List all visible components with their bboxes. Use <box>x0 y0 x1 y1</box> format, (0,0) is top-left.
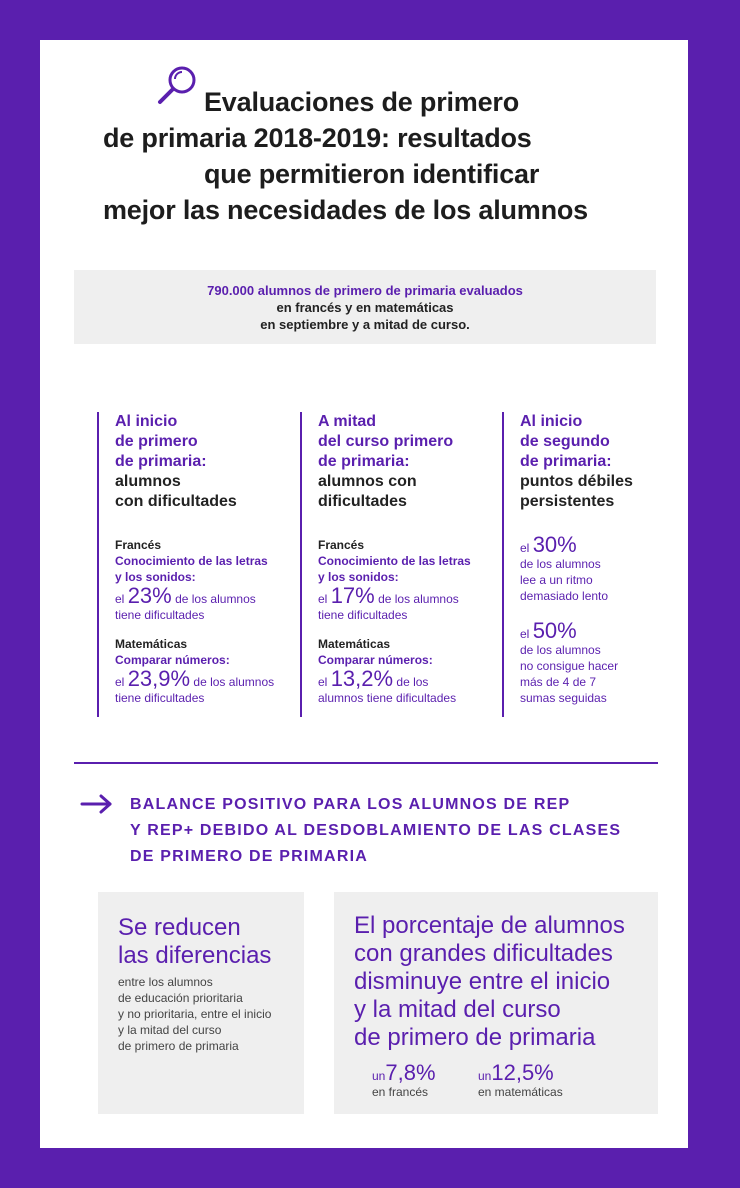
math-decrease-stat <box>478 1062 563 1100</box>
difficulty-decrease-box <box>334 892 658 1114</box>
math-subject: Comparar números: <box>318 653 433 667</box>
french-label: Francés <box>115 538 162 552</box>
stat-prefix: el <box>318 675 328 689</box>
stat-label: en francés <box>372 1085 429 1099</box>
stat-line: lee a un ritmo <box>520 573 593 587</box>
text-line: y no prioritaria, entre el inicio <box>118 1007 272 1021</box>
title-line-3: que permitieron identificar <box>204 159 540 189</box>
intro-line-1: 790.000 alumnos de primero de primaria evaluados <box>207 283 523 298</box>
stat-value: 23,9% <box>127 666 191 691</box>
stat-value: 17% <box>330 583 375 608</box>
math-stat <box>115 668 295 706</box>
heading-line: persistentes <box>520 493 615 510</box>
stat-line: más de 4 de 7 <box>520 675 597 689</box>
heading-line: Se reducen <box>118 914 241 941</box>
stat-suffix: de los alumnos <box>374 592 459 606</box>
intro-line-3: en septiembre y a mitad de curso. <box>260 317 470 332</box>
stat-value: 13,2% <box>330 666 394 691</box>
heading-line: alumnos con <box>318 473 417 490</box>
sums-stat <box>520 620 670 706</box>
heading-line: de primaria: <box>318 453 410 470</box>
stat-prefix: un <box>478 1069 492 1083</box>
reading-stat <box>520 534 670 604</box>
heading-line: de primaria: <box>520 453 612 470</box>
balance-title-line-2: Y REP+ DEBIDO AL DESDOBLAMIENTO DE LAS CLASES <box>130 822 622 839</box>
math-label: Matemáticas <box>115 637 188 651</box>
stat-value: 23% <box>127 583 172 608</box>
heading-line: del curso primero <box>318 433 454 450</box>
magnifier-icon <box>154 62 202 110</box>
stat-suffix: tiene dificultades <box>318 608 408 622</box>
box-heading <box>354 912 625 1052</box>
heading-line: A mitad <box>318 413 377 430</box>
heading-line: con grandes dificultades <box>354 940 613 967</box>
heading-line: Al inicio <box>520 413 583 430</box>
box-heading <box>118 914 271 970</box>
balance-title-line-1: BALANCE POSITIVO PARA LOS ALUMNOS DE REP <box>130 796 571 813</box>
stat-line: demasiado lento <box>520 589 609 603</box>
heading-line: puntos débiles <box>520 473 633 490</box>
stat-prefix: el <box>520 541 530 555</box>
math-stat <box>318 668 498 706</box>
column-start-second-grade <box>502 412 674 717</box>
title-line-1: Evaluaciones de primero <box>204 87 520 117</box>
stat-suffix: alumnos tiene dificultades <box>318 691 457 705</box>
stat-label: en matemáticas <box>478 1085 563 1099</box>
french-subject <box>318 553 498 585</box>
stat-value: 30% <box>532 532 577 557</box>
stat-prefix: un <box>372 1069 386 1083</box>
box-text <box>118 974 271 1054</box>
math-label: Matemáticas <box>318 637 391 651</box>
arrow-right-icon <box>80 794 114 814</box>
balance-title-line-3: DE PRIMERO DE PRIMARIA <box>130 848 368 865</box>
column-heading <box>520 412 670 512</box>
math-subject: Comparar números: <box>115 653 230 667</box>
stat-value: 50% <box>532 618 577 643</box>
heading-line: alumnos <box>115 473 181 490</box>
heading-line: con dificultades <box>115 493 237 510</box>
column-heading <box>115 412 295 512</box>
stat-suffix: de los alumnos <box>171 592 256 606</box>
section-divider <box>74 762 658 764</box>
subject-line: y los sonidos: <box>115 570 196 584</box>
stat-line: de los alumnos <box>520 557 601 571</box>
subject-line: Conocimiento de las letras <box>115 554 268 568</box>
gap-reduction-box <box>98 892 304 1114</box>
title-line-4: mejor las necesidades de los alumnos <box>103 195 588 225</box>
heading-line: Al inicio <box>115 413 178 430</box>
stat-value: 7,8% <box>385 1060 436 1085</box>
heading-line: dificultades <box>318 493 407 510</box>
intro-box <box>74 270 656 344</box>
text-line: de educación prioritaria <box>118 991 243 1005</box>
stat-prefix: el <box>115 592 125 606</box>
heading-line: disminuye entre el inicio <box>354 968 611 995</box>
title-line-2: de primaria 2018-2019: resultados <box>103 123 532 153</box>
french-decrease-stat <box>372 1062 436 1100</box>
stat-suffix: tiene dificultades <box>115 608 205 622</box>
french-subject <box>115 553 295 585</box>
heading-line: de segundo <box>520 433 610 450</box>
stat-line: de los alumnos <box>520 643 601 657</box>
french-stat <box>318 585 498 623</box>
infographic-page <box>40 40 688 1148</box>
text-line: y la mitad del curso <box>118 1023 222 1037</box>
subject-line: y los sonidos: <box>318 570 399 584</box>
column-heading <box>318 412 498 512</box>
stat-prefix: el <box>520 627 530 641</box>
stat-suffix: de los <box>393 675 429 689</box>
stat-value: 12,5% <box>491 1060 554 1085</box>
heading-line: las diferencias <box>118 942 272 969</box>
heading-line: de primero de primaria <box>354 1024 596 1051</box>
stat-prefix: el <box>318 592 328 606</box>
heading-line: y la mitad del curso <box>354 996 561 1023</box>
stat-line: sumas seguidas <box>520 691 607 705</box>
stat-suffix: de los alumnos <box>190 675 275 689</box>
intro-line-2: en francés y en matemáticas <box>276 300 454 315</box>
text-line: de primero de primaria <box>118 1039 239 1053</box>
stat-line: no consigue hacer <box>520 659 619 673</box>
heading-line: de primero <box>115 433 198 450</box>
column-start-first-grade <box>97 412 289 717</box>
subject-line: Conocimiento de las letras <box>318 554 471 568</box>
heading-line: El porcentaje de alumnos <box>354 912 625 939</box>
french-label: Francés <box>318 538 365 552</box>
column-mid-first-grade <box>300 412 492 717</box>
stat-prefix: el <box>115 675 125 689</box>
heading-line: de primaria: <box>115 453 207 470</box>
french-stat <box>115 585 295 623</box>
text-line: entre los alumnos <box>118 975 213 989</box>
stat-suffix: tiene dificultades <box>115 691 205 705</box>
